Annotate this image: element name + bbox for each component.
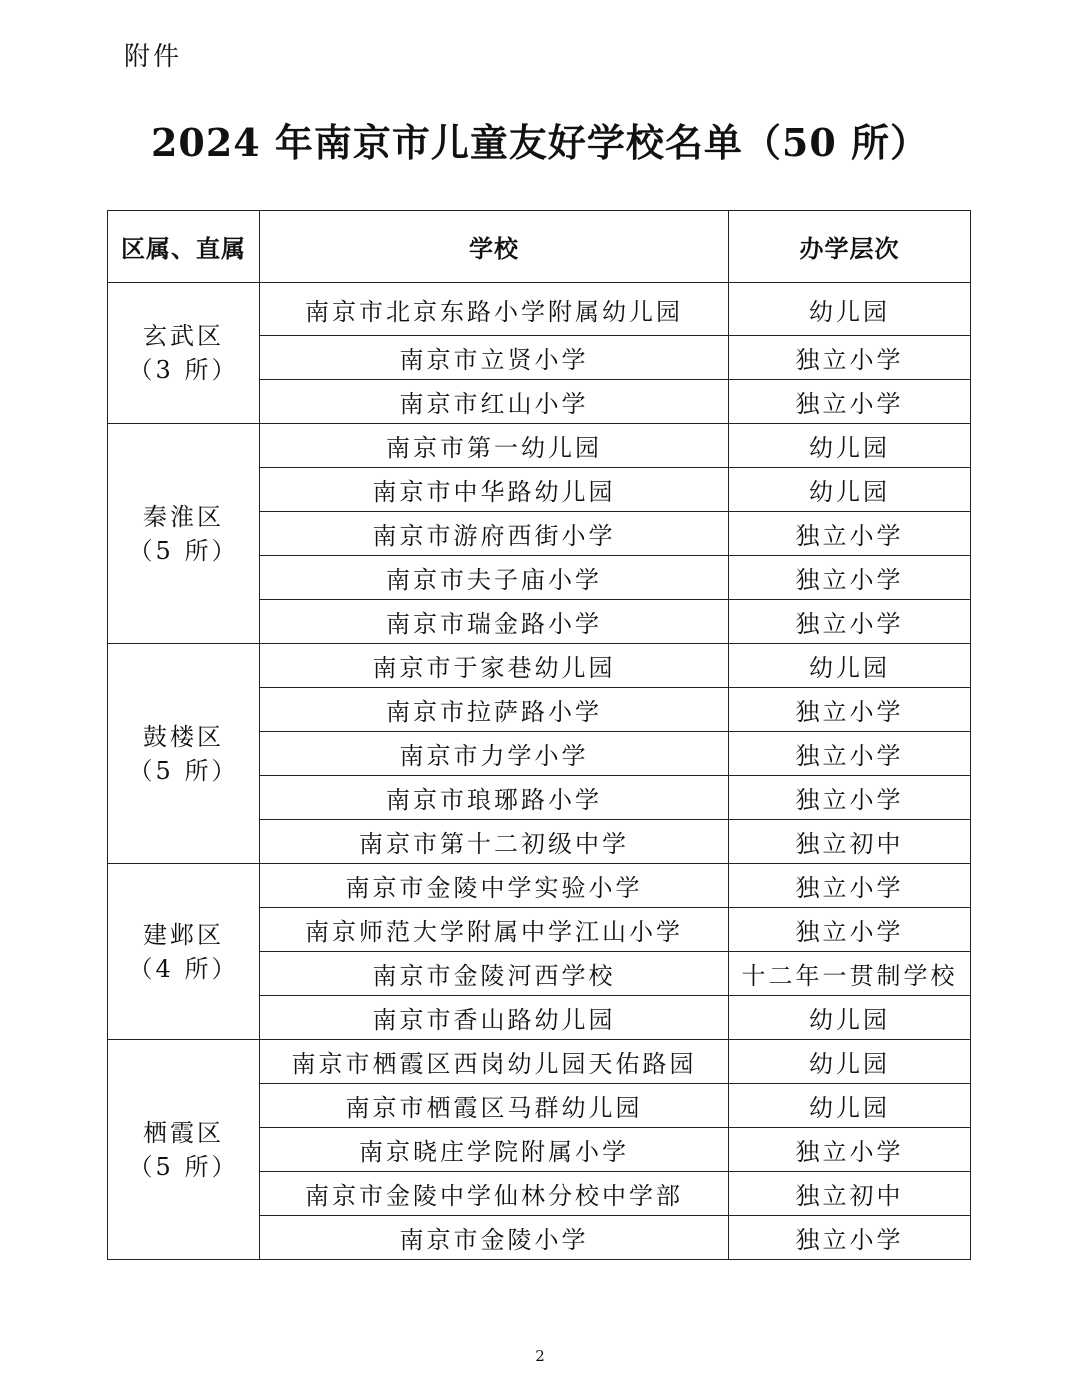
school-name-cell: 南京市栖霞区马群幼儿园 — [260, 1084, 729, 1128]
school-name-cell: 南京市拉萨路小学 — [260, 688, 729, 732]
document-title: 2024 年南京市儿童友好学校名单（50 所） — [150, 120, 930, 165]
school-name-cell: 南京市金陵小学 — [260, 1216, 729, 1260]
school-name-cell: 南京晓庄学院附属小学 — [260, 1128, 729, 1172]
school-name-cell: 南京市金陵中学实验小学 — [260, 864, 729, 908]
school-level-cell: 独立小学 — [729, 732, 971, 776]
school-level-cell: 独立初中 — [729, 1172, 971, 1216]
school-name-cell: 南京市第十二初级中学 — [260, 820, 729, 864]
school-level-cell: 幼儿园 — [729, 468, 971, 512]
district-name: 鼓楼区 — [143, 722, 224, 751]
school-level-cell: 十二年一贯制学校 — [729, 952, 971, 996]
school-name-cell: 南京市第一幼儿园 — [260, 424, 729, 468]
school-level-cell: 幼儿园 — [729, 644, 971, 688]
district-cell — [108, 644, 260, 864]
district-school-count: （5 所） — [128, 756, 239, 785]
school-name-cell: 南京市力学小学 — [260, 732, 729, 776]
table-row — [108, 283, 971, 336]
district-cell — [108, 1040, 260, 1260]
school-name-cell: 南京市金陵中学仙林分校中学部 — [260, 1172, 729, 1216]
school-name-cell: 南京市琅琊路小学 — [260, 776, 729, 820]
school-level-cell: 幼儿园 — [729, 996, 971, 1040]
school-level-cell: 独立小学 — [729, 776, 971, 820]
district-school-count: （3 所） — [128, 356, 239, 384]
school-level-cell: 独立小学 — [729, 512, 971, 556]
district-school-count: （4 所） — [128, 954, 239, 983]
table-header-row — [108, 211, 971, 283]
school-name-cell: 南京市金陵河西学校 — [260, 952, 729, 996]
district-name: 建邺区 — [143, 920, 224, 949]
school-name-cell: 南京市北京东路小学附属幼儿园 — [260, 283, 729, 336]
school-name-cell: 南京市游府西街小学 — [260, 512, 729, 556]
district-name: 玄武区 — [143, 322, 224, 350]
school-level-cell: 独立小学 — [729, 864, 971, 908]
school-level-cell: 独立小学 — [729, 380, 971, 424]
school-level-cell: 幼儿园 — [729, 1040, 971, 1084]
school-level-cell: 幼儿园 — [729, 424, 971, 468]
page-number: 2 — [535, 1347, 545, 1365]
district-cell — [108, 283, 260, 424]
district-cell — [108, 424, 260, 644]
attachment-label: 附件 — [124, 42, 183, 72]
school-level-cell: 独立小学 — [729, 688, 971, 732]
school-level-cell: 独立小学 — [729, 1216, 971, 1260]
district-school-count: （5 所） — [128, 1152, 239, 1181]
table-row — [108, 424, 971, 468]
school-level-cell: 独立小学 — [729, 908, 971, 952]
table-body — [108, 283, 971, 1260]
district-cell — [108, 864, 260, 1040]
district-name: 栖霞区 — [143, 1118, 224, 1147]
school-level-cell: 幼儿园 — [729, 283, 971, 336]
school-name-cell: 南京市瑞金路小学 — [260, 600, 729, 644]
school-level-cell: 独立小学 — [729, 336, 971, 380]
school-level-cell: 独立小学 — [729, 1128, 971, 1172]
table-row — [108, 864, 971, 908]
school-name-cell: 南京师范大学附属中学江山小学 — [260, 908, 729, 952]
header-school: 学校 — [260, 211, 729, 283]
school-name-cell: 南京市立贤小学 — [260, 336, 729, 380]
school-name-cell: 南京市香山路幼儿园 — [260, 996, 729, 1040]
school-level-cell: 独立小学 — [729, 556, 971, 600]
school-list-table — [107, 210, 971, 1260]
table-row — [108, 1040, 971, 1084]
school-level-cell: 幼儿园 — [729, 1084, 971, 1128]
header-level: 办学层次 — [729, 211, 971, 283]
district-name: 秦淮区 — [143, 502, 224, 531]
school-name-cell: 南京市中华路幼儿园 — [260, 468, 729, 512]
school-level-cell: 独立初中 — [729, 820, 971, 864]
school-name-cell: 南京市于家巷幼儿园 — [260, 644, 729, 688]
school-level-cell: 独立小学 — [729, 600, 971, 644]
header-district: 区属、直属 — [108, 211, 260, 283]
table-row — [108, 644, 971, 688]
school-name-cell: 南京市夫子庙小学 — [260, 556, 729, 600]
school-name-cell: 南京市栖霞区西岗幼儿园天佑路园 — [260, 1040, 729, 1084]
school-name-cell: 南京市红山小学 — [260, 380, 729, 424]
district-school-count: （5 所） — [128, 536, 239, 565]
